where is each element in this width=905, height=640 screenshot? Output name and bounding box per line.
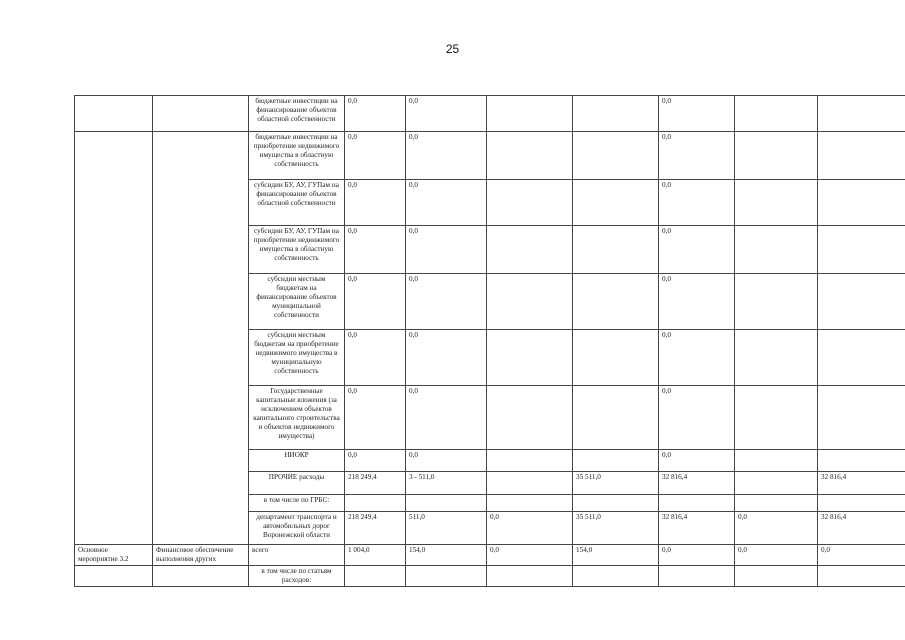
event-name-cell bbox=[75, 495, 153, 512]
event-title-cell bbox=[153, 274, 249, 330]
value-cell-v5: 0,0 bbox=[659, 180, 735, 226]
value-cell-v1: 0,0 bbox=[345, 330, 406, 386]
value-cell-v6: 0,0 bbox=[735, 545, 818, 566]
event-title-cell bbox=[153, 96, 249, 132]
value-cell-v7 bbox=[818, 274, 905, 330]
event-title-cell bbox=[153, 512, 249, 545]
event-name-cell bbox=[75, 226, 153, 274]
value-cell-v4 bbox=[573, 495, 659, 512]
value-cell-v3 bbox=[487, 274, 573, 330]
value-cell-v4 bbox=[573, 180, 659, 226]
table-row bbox=[75, 495, 905, 512]
table-row bbox=[75, 472, 905, 495]
row-description: субсидии местным бюджетам на приобретение недвижимого имущества в муниципальную собственность bbox=[249, 330, 345, 386]
table-row bbox=[75, 512, 905, 545]
value-cell-v5: 0,0 bbox=[659, 330, 735, 386]
value-cell-v4 bbox=[573, 386, 659, 450]
value-cell-v6 bbox=[735, 274, 818, 330]
value-cell-v2: 0,0 bbox=[406, 330, 487, 386]
event-name-cell bbox=[75, 450, 153, 472]
value-cell-v6: 0,0 bbox=[735, 512, 818, 545]
value-cell-v3 bbox=[487, 450, 573, 472]
event-title-cell bbox=[153, 132, 249, 180]
table-row bbox=[75, 545, 905, 566]
event-name-cell bbox=[75, 180, 153, 226]
value-cell-v1 bbox=[345, 566, 406, 587]
event-name-cell bbox=[75, 566, 153, 587]
event-name-cell: Основное мероприятие 3.2 bbox=[75, 545, 153, 566]
value-cell-v3 bbox=[487, 472, 573, 495]
value-cell-v1: 218 249,4 bbox=[345, 512, 406, 545]
row-description: департамент транспорта и автомобильных дорог Воронежской области bbox=[249, 512, 345, 545]
value-cell-v1: 218 249,4 bbox=[345, 472, 406, 495]
value-cell-v7 bbox=[818, 132, 905, 180]
event-name-cell bbox=[75, 386, 153, 450]
event-title-cell bbox=[153, 472, 249, 495]
table-row bbox=[75, 386, 905, 450]
value-cell-v2: 0,0 bbox=[406, 132, 487, 180]
table-row bbox=[75, 132, 905, 180]
value-cell-v4 bbox=[573, 96, 659, 132]
value-cell-v6 bbox=[735, 495, 818, 512]
event-name-cell bbox=[75, 472, 153, 495]
value-cell-v4 bbox=[573, 226, 659, 274]
value-cell-v7 bbox=[818, 386, 905, 450]
event-name-cell bbox=[75, 274, 153, 330]
value-cell-v4: 35 511,0 bbox=[573, 472, 659, 495]
value-cell-v6 bbox=[735, 472, 818, 495]
value-cell-v5: 0,0 bbox=[659, 274, 735, 330]
value-cell-v4 bbox=[573, 274, 659, 330]
value-cell-v6 bbox=[735, 96, 818, 132]
value-cell-v7: 0,0 bbox=[818, 545, 905, 566]
row-description: Государственные капитальные вложения (за исключением объектов капитального строительства и объектов недвижимого имущества) bbox=[249, 386, 345, 450]
table-row bbox=[75, 96, 905, 132]
value-cell-v3 bbox=[487, 495, 573, 512]
value-cell-v4 bbox=[573, 330, 659, 386]
event-name-cell bbox=[75, 96, 153, 132]
table-row bbox=[75, 450, 905, 472]
event-title-cell bbox=[153, 495, 249, 512]
value-cell-v6 bbox=[735, 566, 818, 587]
value-cell-v5 bbox=[659, 495, 735, 512]
value-cell-v3 bbox=[487, 330, 573, 386]
value-cell-v5: 32 816,4 bbox=[659, 512, 735, 545]
value-cell-v2: 0,0 bbox=[406, 386, 487, 450]
value-cell-v7 bbox=[818, 226, 905, 274]
value-cell-v3: 0,0 bbox=[487, 545, 573, 566]
value-cell-v1: 0,0 bbox=[345, 132, 406, 180]
value-cell-v4: 35 511,0 bbox=[573, 512, 659, 545]
value-cell-v5: 0,0 bbox=[659, 132, 735, 180]
value-cell-v7 bbox=[818, 450, 905, 472]
value-cell-v2: 0,0 bbox=[406, 96, 487, 132]
value-cell-v2: 0,0 bbox=[406, 226, 487, 274]
value-cell-v2: 154,0 bbox=[406, 545, 487, 566]
event-title-cell bbox=[153, 180, 249, 226]
table-row bbox=[75, 566, 905, 587]
value-cell-v1 bbox=[345, 495, 406, 512]
value-cell-v1: 0,0 bbox=[345, 386, 406, 450]
value-cell-v7: 32 816,4 bbox=[818, 512, 905, 545]
event-name-cell bbox=[75, 132, 153, 180]
value-cell-v5: 0,0 bbox=[659, 96, 735, 132]
table-row bbox=[75, 180, 905, 226]
event-name-cell bbox=[75, 512, 153, 545]
value-cell-v3 bbox=[487, 96, 573, 132]
value-cell-v2: 511,0 bbox=[406, 512, 487, 545]
value-cell-v5: 0,0 bbox=[659, 226, 735, 274]
value-cell-v3 bbox=[487, 132, 573, 180]
value-cell-v5: 0,0 bbox=[659, 545, 735, 566]
event-name-cell bbox=[75, 330, 153, 386]
value-cell-v1: 0,0 bbox=[345, 226, 406, 274]
value-cell-v1: 0,0 bbox=[345, 96, 406, 132]
value-cell-v4 bbox=[573, 132, 659, 180]
value-cell-v2: 0,0 bbox=[406, 274, 487, 330]
row-description: ПРОЧИЕ расходы bbox=[249, 472, 345, 495]
value-cell-v3 bbox=[487, 180, 573, 226]
table-row bbox=[75, 330, 905, 386]
value-cell-v6 bbox=[735, 386, 818, 450]
value-cell-v2: 0,0 bbox=[406, 450, 487, 472]
event-title-cell bbox=[153, 386, 249, 450]
row-description: НИОКР bbox=[249, 450, 345, 472]
event-title-cell bbox=[153, 226, 249, 274]
value-cell-v6 bbox=[735, 226, 818, 274]
value-cell-v7 bbox=[818, 180, 905, 226]
value-cell-v3 bbox=[487, 386, 573, 450]
value-cell-v7 bbox=[818, 495, 905, 512]
event-title-cell bbox=[153, 330, 249, 386]
value-cell-v1: 1 004,0 bbox=[345, 545, 406, 566]
event-title-cell bbox=[153, 566, 249, 587]
value-cell-v6 bbox=[735, 330, 818, 386]
row-description: бюджетные инвестиции на финансирование объектов областной собственности bbox=[249, 96, 345, 132]
table-row bbox=[75, 226, 905, 274]
row-description: субсидии БУ, АУ, ГУПам на приобретение недвижимого имущества в областную собственность bbox=[249, 226, 345, 274]
value-cell-v6 bbox=[735, 132, 818, 180]
value-cell-v7 bbox=[818, 330, 905, 386]
event-title-cell: Финансовое обеспечение выполнения других bbox=[153, 545, 249, 566]
budget-table bbox=[74, 95, 905, 587]
value-cell-v5: 32 816,4 bbox=[659, 472, 735, 495]
value-cell-v4: 154,0 bbox=[573, 545, 659, 566]
value-cell-v1: 0,0 bbox=[345, 180, 406, 226]
value-cell-v7 bbox=[818, 566, 905, 587]
value-cell-v6 bbox=[735, 450, 818, 472]
value-cell-v5: 0,0 bbox=[659, 386, 735, 450]
value-cell-v3: 0,0 bbox=[487, 512, 573, 545]
value-cell-v3 bbox=[487, 566, 573, 587]
value-cell-v7: 32 816,4 bbox=[818, 472, 905, 495]
page-number: 25 bbox=[445, 42, 460, 56]
event-title-cell bbox=[153, 450, 249, 472]
value-cell-v1: 0,0 bbox=[345, 450, 406, 472]
value-cell-v6 bbox=[735, 180, 818, 226]
row-description: субсидии местным бюджетам на финансирование объектов муниципальной собственности bbox=[249, 274, 345, 330]
value-cell-v2: 3 - 511,0 bbox=[406, 472, 487, 495]
value-cell-v2 bbox=[406, 566, 487, 587]
table-row bbox=[75, 274, 905, 330]
row-description: в том числе по статьям расходов: bbox=[249, 566, 345, 587]
value-cell-v5: 0,0 bbox=[659, 450, 735, 472]
value-cell-v7 bbox=[818, 96, 905, 132]
row-description: в том числе по ГРБС: bbox=[249, 495, 345, 512]
value-cell-v4 bbox=[573, 566, 659, 587]
value-cell-v1: 0,0 bbox=[345, 274, 406, 330]
value-cell-v3 bbox=[487, 226, 573, 274]
row-description: бюджетные инвестиции на приобретение недвижимого имущества в областную собственность bbox=[249, 132, 345, 180]
value-cell-v2: 0,0 bbox=[406, 180, 487, 226]
value-cell-v5 bbox=[659, 566, 735, 587]
value-cell-v2 bbox=[406, 495, 487, 512]
value-cell-v4 bbox=[573, 450, 659, 472]
row-description: субсидии БУ, АУ, ГУПам на финансирование объектов областной собственности bbox=[249, 180, 345, 226]
row-description: всего bbox=[249, 545, 345, 566]
